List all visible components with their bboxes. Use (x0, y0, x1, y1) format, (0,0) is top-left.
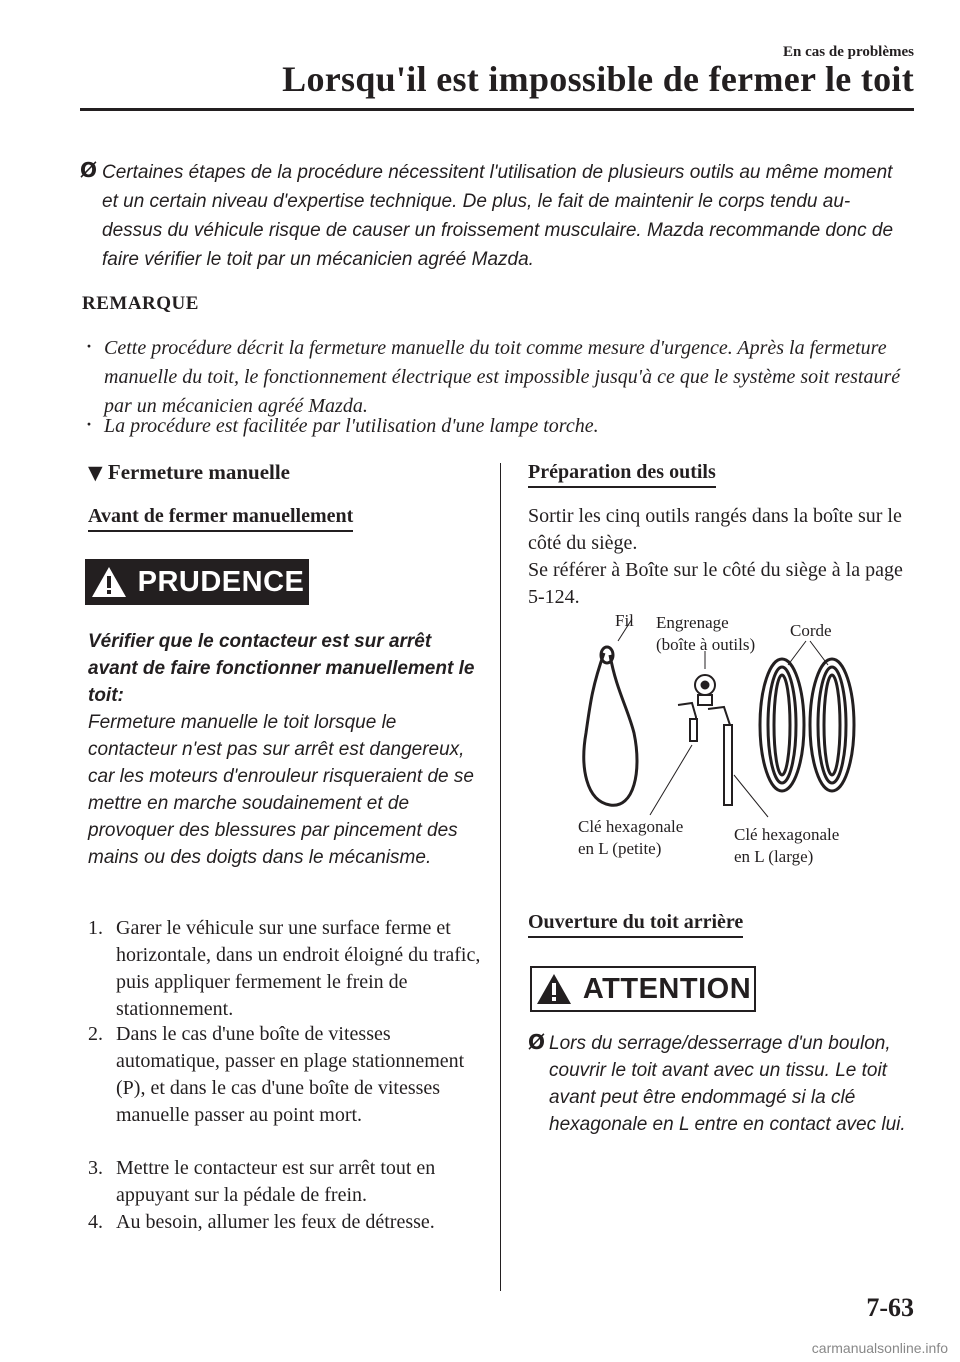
watermark: carmanualsonline.info (811, 1340, 948, 1356)
attention-bullet-icon: Ø (528, 1030, 546, 1054)
step-number: 4. (88, 1211, 103, 1233)
label-large-l-key (734, 824, 839, 868)
label-small-l-key (578, 816, 683, 860)
rear-roof-opening-heading: Ouverture du toit arrière (528, 911, 743, 938)
label-large-l-key-line-1: Clé hexagonale (734, 825, 840, 844)
page-title: Lorsqu'il est impossible de fermer le toit (282, 59, 914, 99)
step-text: Au besoin, allumer les feux de détresse. (116, 1211, 435, 1233)
top-warning-text: Certaines étapes de la procédure nécessitent l'utilisation de plusieurs outils au même moment et un certain niveau d'expertise technique. De plus, le fait de maintenir le corps tendu au-dessus du véhicule risque de causer un froissement musculaire. Mazda recommande donc de faire vérifier le toit par un mécanicien agréé Mazda. (102, 162, 894, 270)
triangle-down-icon: ▼ (88, 462, 103, 484)
small-l-key-drawing (650, 703, 697, 815)
warning-triangle-icon (535, 972, 573, 1006)
header-rule (80, 108, 914, 111)
header-section-label: En cas de problèmes (783, 44, 914, 60)
label-gear-line-2: (boîte à outils) (656, 635, 756, 654)
label-small-l-key-line-1: Clé hexagonale (578, 817, 684, 836)
label-wire: Fil (615, 611, 634, 630)
wire-loop-drawing (584, 619, 637, 805)
step-text: Mettre le contacteur est sur arrêt tout en appuyant sur la pédale de frein. (116, 1157, 436, 1206)
attention-text: Lors du serrage/desserrage d'un boulon, couvrir le toit avant avec un tissu. Le toit avant peut être endommagé si la clé hexagonale en L entre en contact avec lui. (549, 1033, 906, 1135)
column-divider (500, 463, 501, 1291)
section-heading (88, 460, 290, 485)
rope-coils-drawing (760, 641, 854, 791)
step-text: Garer le véhicule sur une surface ferme et horizontale, dans un endroit éloigné du trafic, puis appliquer fermement le frein de stationnement. (116, 917, 481, 1020)
tools-preparation-heading: Préparation des outils (528, 461, 716, 488)
prudence-bold-text: Vérifier que le contacteur est sur arrêt avant de faire fonctionner manuellement le toit: (88, 631, 475, 706)
step-number: 1. (88, 917, 103, 939)
note-bullet-icon: · (86, 414, 93, 434)
gear-tool-drawing (695, 651, 715, 705)
note-item-1: Cette procédure décrit la fermeture manuelle du toit comme mesure d'urgence. Après la fermeture manuelle du toit, le fonctionnement électrique est impossible jusqu'à ce que le système soit restauré par un mécanicien agréé Mazda. (104, 337, 901, 417)
label-gear (656, 612, 755, 656)
label-rope: Corde (790, 621, 832, 640)
note-bullet-icon: · (86, 336, 93, 356)
note-item-2: La procédure est facilitée par l'utilisation d'une lampe torche. (104, 415, 599, 437)
label-small-l-key-line-2: en L (petite) (578, 839, 662, 858)
remark-heading: REMARQUE (82, 293, 199, 314)
section-heading-text: Fermeture manuelle (107, 460, 291, 484)
warning-bullet-icon: Ø (80, 158, 98, 182)
prudence-body-text: Fermeture manuelle le toit lorsque le contacteur n'est pas sur arrêt est dangereux, car les moteurs d'enrouleur risqueraient de se mettre en marche soudainement et de provoquer des blessures par pincement des mains ou des doigts dans le mécanisme. (88, 712, 474, 868)
tools-preparation-line-2: Se référer à Boîte sur le côté du siège à la page 5-124. (528, 559, 903, 608)
prudence-text (88, 628, 484, 871)
tools-preparation-text (528, 503, 918, 611)
prudence-label: PRUDENCE (137, 565, 305, 598)
label-gear-line-1: Engrenage (656, 613, 729, 632)
warning-triangle-icon (90, 565, 128, 599)
prudence-sign (85, 559, 309, 605)
label-large-l-key-line-2: en L (large) (734, 847, 814, 866)
attention-sign (530, 966, 756, 1012)
step-number: 2. (88, 1023, 103, 1045)
tools-preparation-line-1: Sortir les cinq outils rangés dans la boîte sur le côté du siège. (528, 505, 902, 554)
page-number: 7-63 (866, 1293, 914, 1322)
attention-label: ATTENTION (582, 972, 752, 1005)
before-closing-heading: Avant de fermer manuellement (88, 505, 353, 532)
step-number: 3. (88, 1157, 103, 1179)
step-text: Dans le cas d'une boîte de vitesses automatique, passer en plage stationnement (P), et dans le cas d'une boîte de vitesses manuelle passer au point mort. (116, 1023, 465, 1126)
